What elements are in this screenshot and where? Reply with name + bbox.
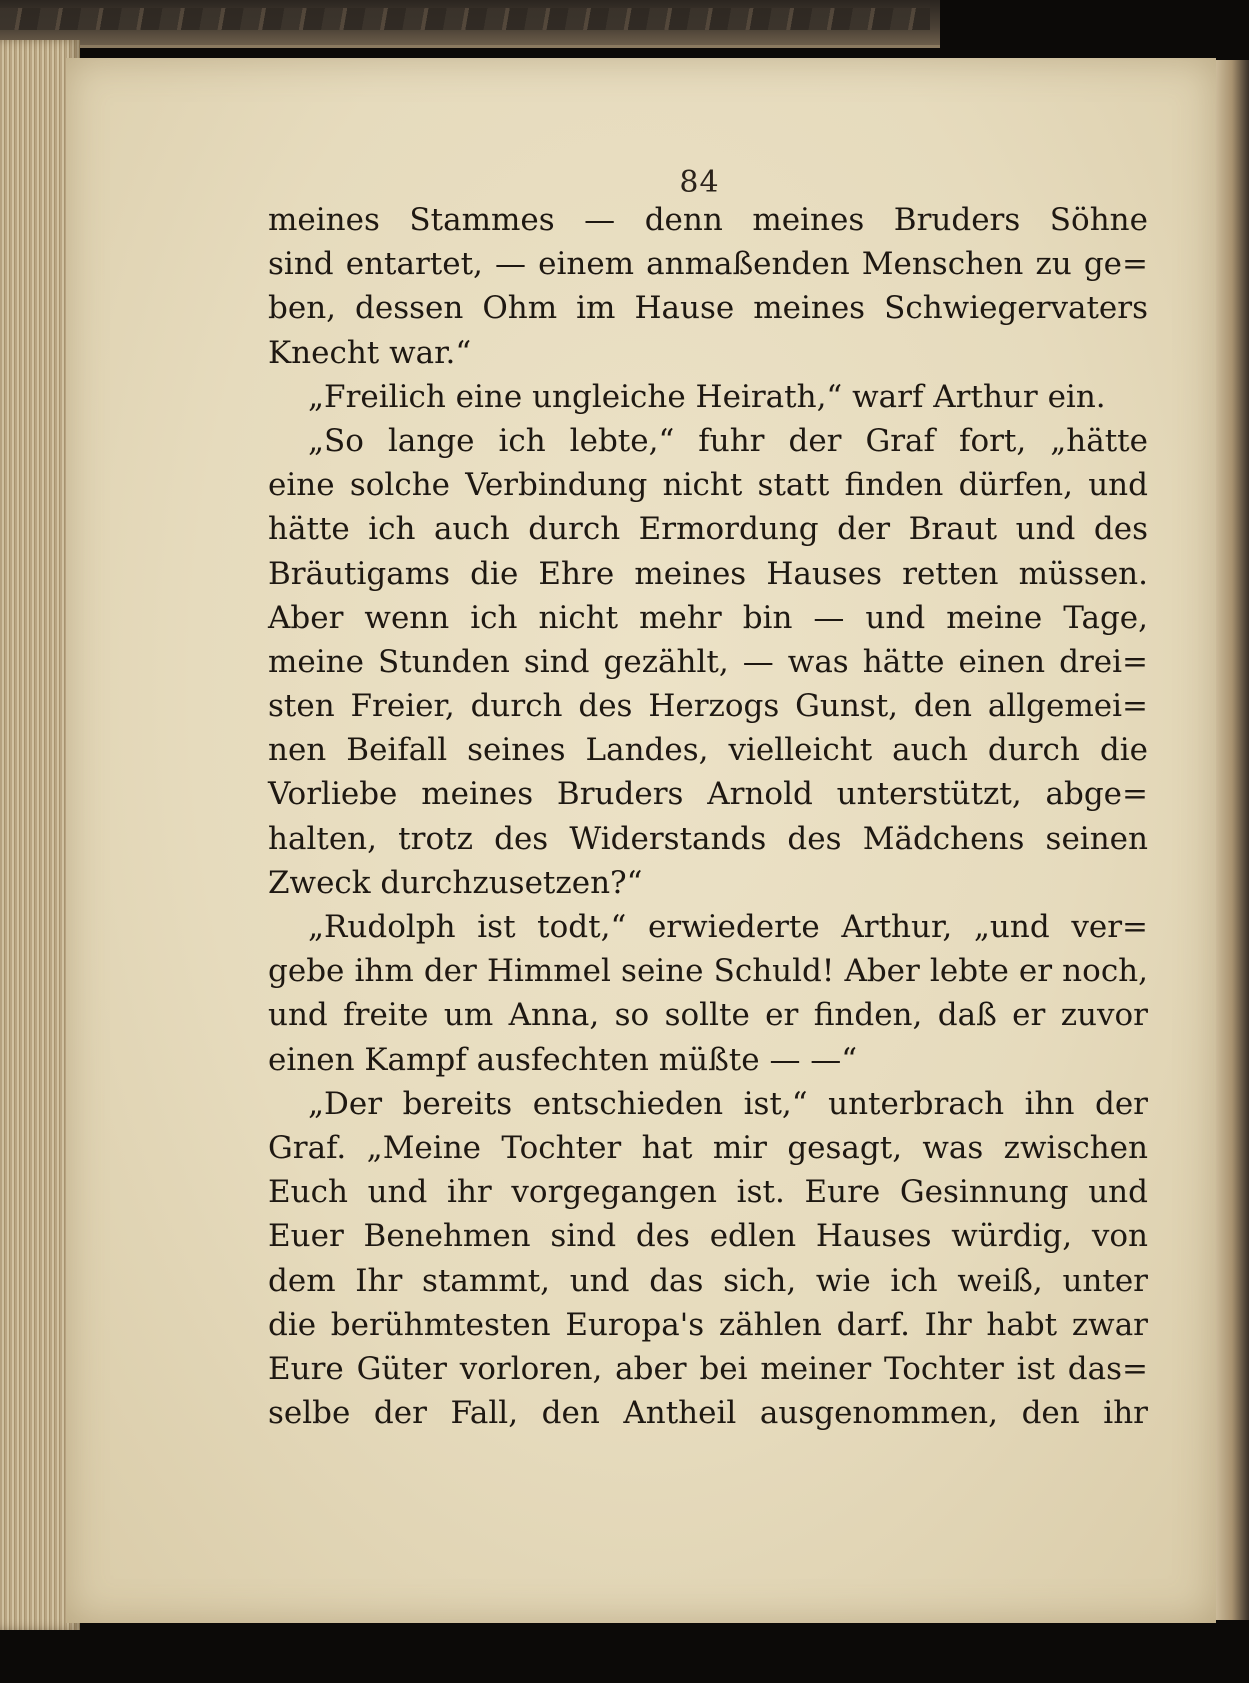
text-line: gebe ihm der Himmel seine Schuld! Aber lebte er noch,: [268, 953, 1148, 990]
book-gutter: [1215, 60, 1249, 1620]
text-line: Bräutigams die Ehre meines Hauses retten müssen.: [268, 555, 1148, 592]
text-line: halten, trotz des Widerstands des Mädchens seinen: [268, 820, 1148, 857]
text-line: nen Beifall seines Landes, vielleicht auch durch die: [268, 732, 1148, 769]
text-line: „Freilich eine ungleiche Heirath,“ warf Arthur ein.: [308, 378, 1106, 415]
text-line: eine solche Verbindung nicht statt finden dürfen, und: [268, 467, 1148, 504]
text-line: Knecht war.“: [268, 334, 472, 371]
text-line: die berühmtesten Europa's zählen darf. Ihr habt zwar: [268, 1306, 1148, 1343]
book-top-edge: [0, 0, 940, 48]
text-line: sten Freier, durch des Herzogs Gunst, den allgemei=: [268, 688, 1148, 725]
text-line: „Der bereits entschieden ist,“ unterbrach ihn der: [308, 1085, 1148, 1122]
text-line: „So lange ich lebte,“ fuhr der Graf fort, „hätte: [308, 422, 1148, 459]
book-cover-band: [0, 8, 930, 30]
text-line: sind entartet, — einem anmaßenden Menschen zu ge=: [268, 246, 1148, 283]
text-line: dem Ihr stammt, und das sich, wie ich weiß, unter: [268, 1262, 1148, 1299]
text-line: Zweck durchzusetzen?“: [268, 864, 643, 901]
text-line: Vorliebe meines Bruders Arnold unterstützt, abge=: [268, 776, 1148, 813]
page-number: 84: [679, 165, 720, 200]
text-line: Euch und ihr vorgegangen ist. Eure Gesinnung und: [268, 1174, 1148, 1211]
text-line: hätte ich auch durch Ermordung der Braut und des: [268, 511, 1148, 548]
page-text: [268, 198, 1148, 1435]
text-line: Eure Güter vorloren, aber bei meiner Tochter ist das=: [268, 1350, 1148, 1387]
text-line: Graf. „Meine Tochter hat mir gesagt, was zwischen: [268, 1129, 1148, 1166]
text-line: meine Stunden sind gezählt, — was hätte einen drei=: [268, 643, 1148, 680]
text-line: Aber wenn ich nicht mehr bin — und meine Tage,: [268, 599, 1148, 636]
text-line: ben, dessen Ohm im Hause meines Schwiegervaters: [268, 290, 1148, 327]
text-line: und freite um Anna, so sollte er finden, daß er zuvor: [268, 997, 1148, 1034]
text-line: selbe der Fall, den Antheil ausgenommen, den ihr: [268, 1395, 1148, 1432]
text-line: Euer Benehmen sind des edlen Hauses würdig, von: [268, 1218, 1148, 1255]
text-line: „Rudolph ist todt,“ erwiederte Arthur, „und ver=: [308, 909, 1148, 945]
text-line: einen Kampf ausfechten müßte — —“: [268, 1041, 858, 1078]
text-line: meines Stammes — denn meines Bruders Söhne: [268, 202, 1148, 238]
